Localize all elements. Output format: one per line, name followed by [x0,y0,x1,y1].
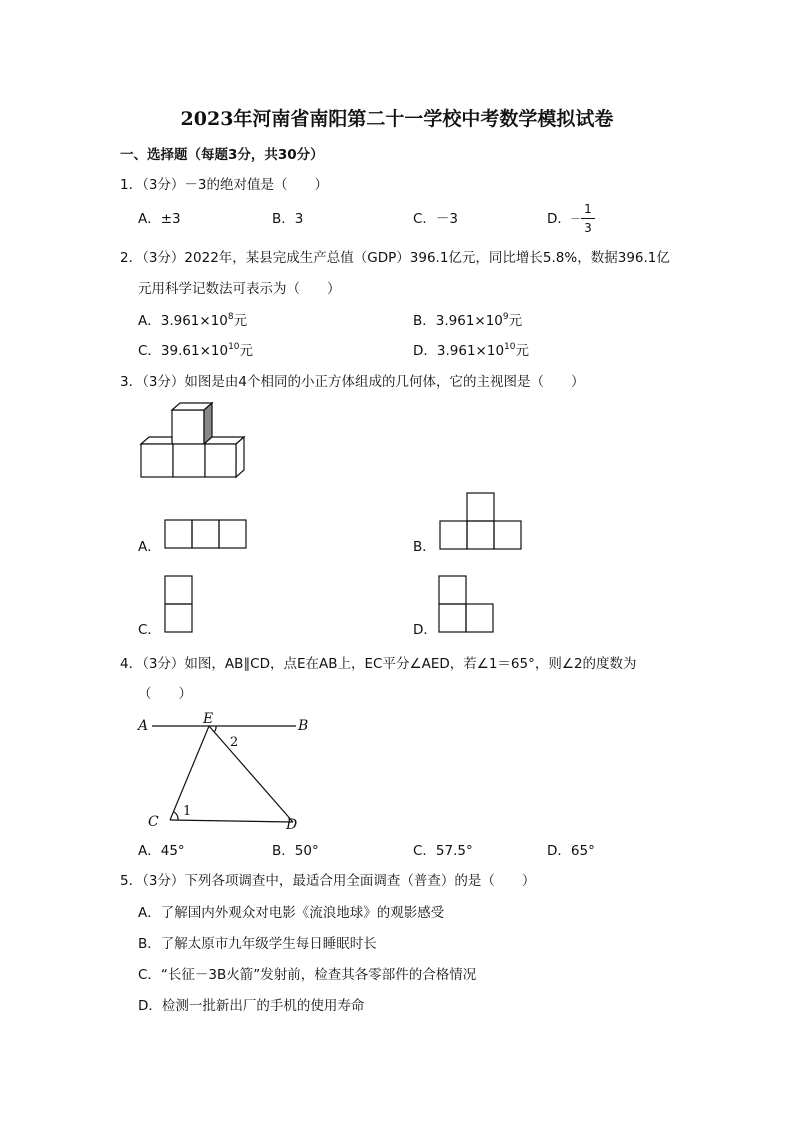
parallel-lines-triangle-figure [130,708,330,833]
question-5-stem: 5．（3分）下列各项调查中，最适合用全面调查（普查）的是（ ） [120,873,536,889]
question-1-stem: 1．（3分）－3的绝对值是（ ） [120,177,329,193]
question-2-stem-line2: 元用科学记数法可表示为（ ） [138,281,341,297]
q5-option-d: D．检测一批新出厂的手机的使用寿命 [138,998,365,1014]
q1-option-a: A．±3 [138,211,181,227]
q3-option-a-figure [164,519,248,551]
q1-option-c: C．－3 [413,211,459,227]
q3-option-c-label: C． [138,622,161,638]
section-heading: 一、选择题（每题3分，共30分） [120,147,324,163]
line-cd [170,820,293,822]
q1-option-d-sign: － [570,212,581,225]
q2-option-a: A．$3.961\times 10^8$元 [138,312,248,329]
q3-option-d-label: D． [413,622,437,638]
point-e-label: E [203,711,214,727]
q2-option-d: D．$3.961\times 10^{10}$元 [413,342,529,359]
question-3-stem: 3．（3分）如图是由4个相同的小正方体组成的几何体，它的主视图是（ ） [120,374,585,390]
q4-option-a: A．45° [138,843,185,859]
angle-1-arc [174,812,178,820]
angle-2-label: 2 [230,735,239,750]
point-b-label: B [298,718,309,734]
q4-option-d: D．65° [547,843,595,859]
q2-option-c: C．$39.61\times 10^{10}$元 [138,342,254,359]
q3-option-c-figure [164,575,194,635]
question-2-stem-line1: 2．（3分）2022年，某县完成生产总值（GDP）396.1亿元，同比增长5.8%，数据396.1亿 [120,250,670,266]
q4-option-c: C．57.5° [413,843,473,859]
point-d-label: D [286,817,298,833]
angle-2-arc [214,726,216,732]
question-4-stem-line2: （ ） [138,686,192,702]
angle-1-label: 1 [183,804,192,819]
page-title: 2023年河南省南阳第二十一学校中考数学模拟试卷 [180,108,614,130]
point-a-label: A [138,718,149,734]
q2-option-b: B．$3.961\times 10^9$元 [413,312,523,329]
cube-solid-figure [136,400,251,482]
q3-option-a-label: A． [138,539,161,555]
q5-option-a: A．了解国内外观众对电影《流浪地球》的观影感受 [138,905,445,921]
segment-ed [209,726,293,822]
q5-option-c: C．“长征－3B火箭”发射前，检查其各零部件的合格情况 [138,967,477,983]
q3-option-b-figure [438,492,524,552]
q1-option-d-label: D． [547,211,571,227]
q5-option-b: B．了解太原市九年级学生每日睡眠时长 [138,936,377,952]
fraction-denominator: 3 [584,221,592,235]
question-4-stem-line1: 4．（3分）如图，AB∥CD，点E在AB上，EC平分∠AED，若∠1＝65°，则∠2的度数为 [120,656,637,672]
q3-option-d-figure [438,575,496,635]
q1-option-b: B．3 [272,211,304,227]
q3-option-b-label: B． [413,539,436,555]
fraction-numerator: 1 [584,202,592,216]
fraction-bar [581,218,595,219]
point-c-label: C [148,814,159,830]
q4-option-b: B．50° [272,843,319,859]
